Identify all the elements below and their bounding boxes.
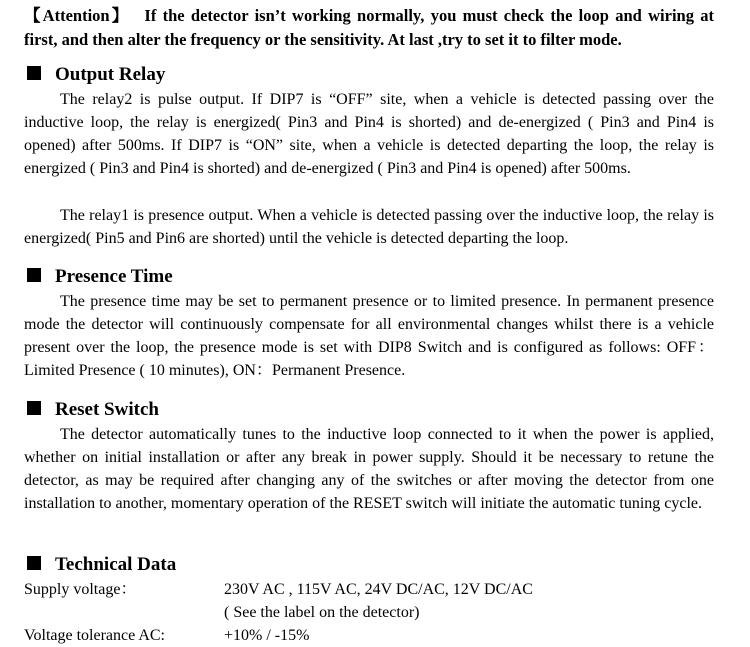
square-bullet-icon <box>27 401 41 415</box>
technical-data-row <box>24 624 714 647</box>
heading-text: Technical Data <box>55 554 177 575</box>
heading-text: Reset Switch <box>55 399 159 420</box>
technical-data-row <box>24 601 714 624</box>
square-bullet-icon <box>27 556 41 570</box>
square-bullet-icon <box>27 66 41 80</box>
tech-value: +10% / -15% <box>224 627 310 644</box>
reset-switch-paragraph: The detector automatically tunes to the inductive loop connected to it when the power is applied, whether on initial installation or after any break in power supply. Should it be necessary to retune the detector, as may be required after changing any of the switches or after moving the detector from one installation to another, momentary operation of the RESET switch will initiate the automatic tuning cycle. <box>24 426 714 513</box>
square-bullet-icon <box>27 268 41 282</box>
heading-text: Presence Time <box>55 266 173 287</box>
section-heading-output-relay <box>24 63 165 87</box>
attention-label: 【Attention】 <box>24 6 131 25</box>
attention-text: If the detector isn’t working normally, you must check the loop and wiring at first, and then alter the frequency or the sensitivity. At last ,try to set it to filter mode. <box>24 6 714 49</box>
section-heading-presence-time <box>24 265 173 289</box>
presence-time-paragraph: The presence time may be set to permanent presence or to limited presence. In permanent presence mode the detector will continuously compensate for all environmental changes whilst there is a vehicle present over the loop, the presence mode is set with DIP8 Switch and is configured as follows: OFF：Limited Presence ( 10 minutes), ON：Permanent Presence. <box>24 292 715 379</box>
heading-text: Output Relay <box>55 64 166 85</box>
attention-note <box>24 4 714 52</box>
tech-label: Supply voltage： <box>24 581 137 598</box>
tech-value: ( See the label on the detector) <box>224 604 420 621</box>
section-heading-reset-switch <box>24 398 159 422</box>
technical-data-row <box>24 578 714 601</box>
tech-label: Voltage tolerance AC: <box>24 627 165 644</box>
output-relay-paragraph-2: The relay1 is presence output. When a vehicle is detected passing over the inductive loop, the relay is energized( Pin5 and Pin6 are shorted) until the vehicle is detected departing the loop. <box>24 206 714 247</box>
tech-value: 230V AC , 115V AC, 24V DC/AC, 12V DC/AC <box>224 581 533 598</box>
output-relay-paragraph-1: The relay2 is pulse output. If DIP7 is “OFF” site, when a vehicle is detected passing over the inductive loop, the relay is energized( Pin3 and Pin4 is shorted) and de-energized ( Pin3 and Pin4 is opened) after 500ms. If DIP7 is “ON” site, when a vehicle is detected departing the loop, the relay is energized ( Pin3 and Pin4 is shorted) and de-energized ( Pin3 and Pin4 is opened) after 500ms. <box>24 91 714 178</box>
section-heading-technical-data <box>24 553 176 577</box>
